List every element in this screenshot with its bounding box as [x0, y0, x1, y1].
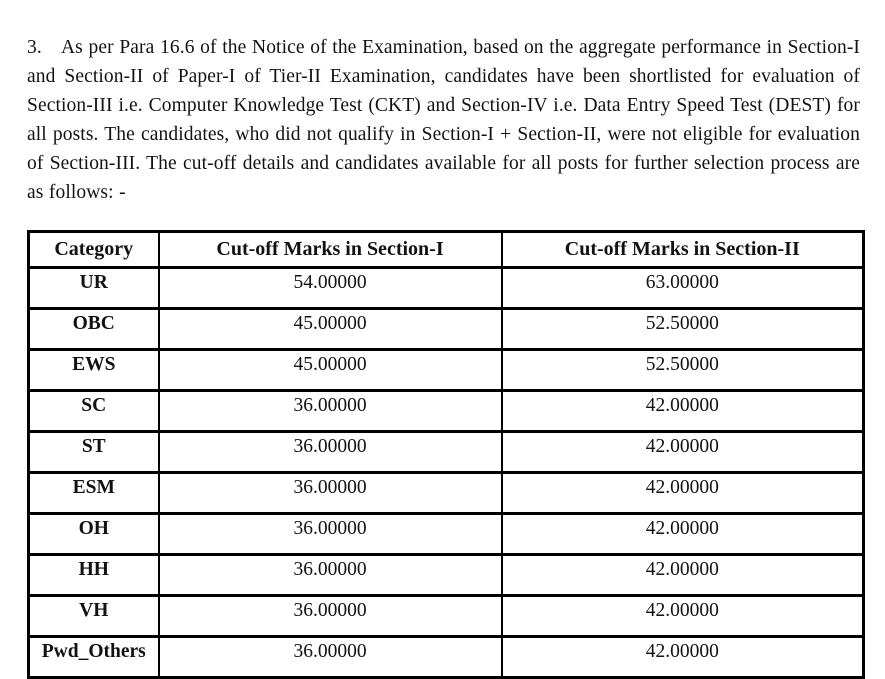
cell-section2: 42.00000: [502, 431, 864, 472]
table-row: [29, 308, 864, 349]
cutoff-marks-table: [27, 230, 865, 679]
cell-section2: 42.00000: [502, 554, 864, 595]
table-header-row: [29, 231, 864, 267]
paragraph-number: 3.: [27, 36, 42, 58]
table-row: [29, 267, 864, 308]
cell-section2: 42.00000: [502, 472, 864, 513]
header-section2: Cut-off Marks in Section-II: [502, 231, 864, 267]
cell-category: VH: [29, 595, 159, 636]
table-row: [29, 472, 864, 513]
table-row: [29, 595, 864, 636]
cell-section2: 42.00000: [502, 636, 864, 677]
table-row: [29, 390, 864, 431]
cell-section1: 36.00000: [159, 595, 502, 636]
paragraph-text: As per Para 16.6 of the Notice of the Examination, based on the aggregate performance in Section-I and Section-II of Paper-I of Tier-II Examination, candidates have been shortlisted for evaluation of Section-III i.e. Computer Knowledge Test (CKT) and Section-IV i.e. Data Entry Speed Test (DEST) for all posts. The candidates, who did not qualify in Section-I + Section-II, were not eligible for evaluation of Section-III. The cut-off details and candidates available for all posts for further selection process are as follows: -: [27, 36, 860, 203]
cell-section2: 42.00000: [502, 595, 864, 636]
cell-category: ESM: [29, 472, 159, 513]
cell-section1: 36.00000: [159, 636, 502, 677]
cell-section1: 54.00000: [159, 267, 502, 308]
cell-section1: 45.00000: [159, 349, 502, 390]
cell-category: ST: [29, 431, 159, 472]
cell-section2: 42.00000: [502, 390, 864, 431]
cell-section1: 45.00000: [159, 308, 502, 349]
cell-category: HH: [29, 554, 159, 595]
cell-section2: 63.00000: [502, 267, 864, 308]
cell-section2: 52.50000: [502, 349, 864, 390]
cell-category: OH: [29, 513, 159, 554]
cell-category: SC: [29, 390, 159, 431]
cell-section1: 36.00000: [159, 390, 502, 431]
cell-section2: 42.00000: [502, 513, 864, 554]
cell-section1: 36.00000: [159, 431, 502, 472]
header-category: Category: [29, 231, 159, 267]
paragraph-3: [27, 33, 860, 207]
table-row: [29, 349, 864, 390]
cell-category: UR: [29, 267, 159, 308]
cell-section1: 36.00000: [159, 513, 502, 554]
table-row: [29, 636, 864, 677]
cell-section1: 36.00000: [159, 472, 502, 513]
cell-category: OBC: [29, 308, 159, 349]
cell-section1: 36.00000: [159, 554, 502, 595]
cell-section2: 52.50000: [502, 308, 864, 349]
table-row: [29, 554, 864, 595]
header-section1: Cut-off Marks in Section-I: [159, 231, 502, 267]
table-row: [29, 513, 864, 554]
cell-category: EWS: [29, 349, 159, 390]
table-row: [29, 431, 864, 472]
cell-category: Pwd_Others: [29, 636, 159, 677]
